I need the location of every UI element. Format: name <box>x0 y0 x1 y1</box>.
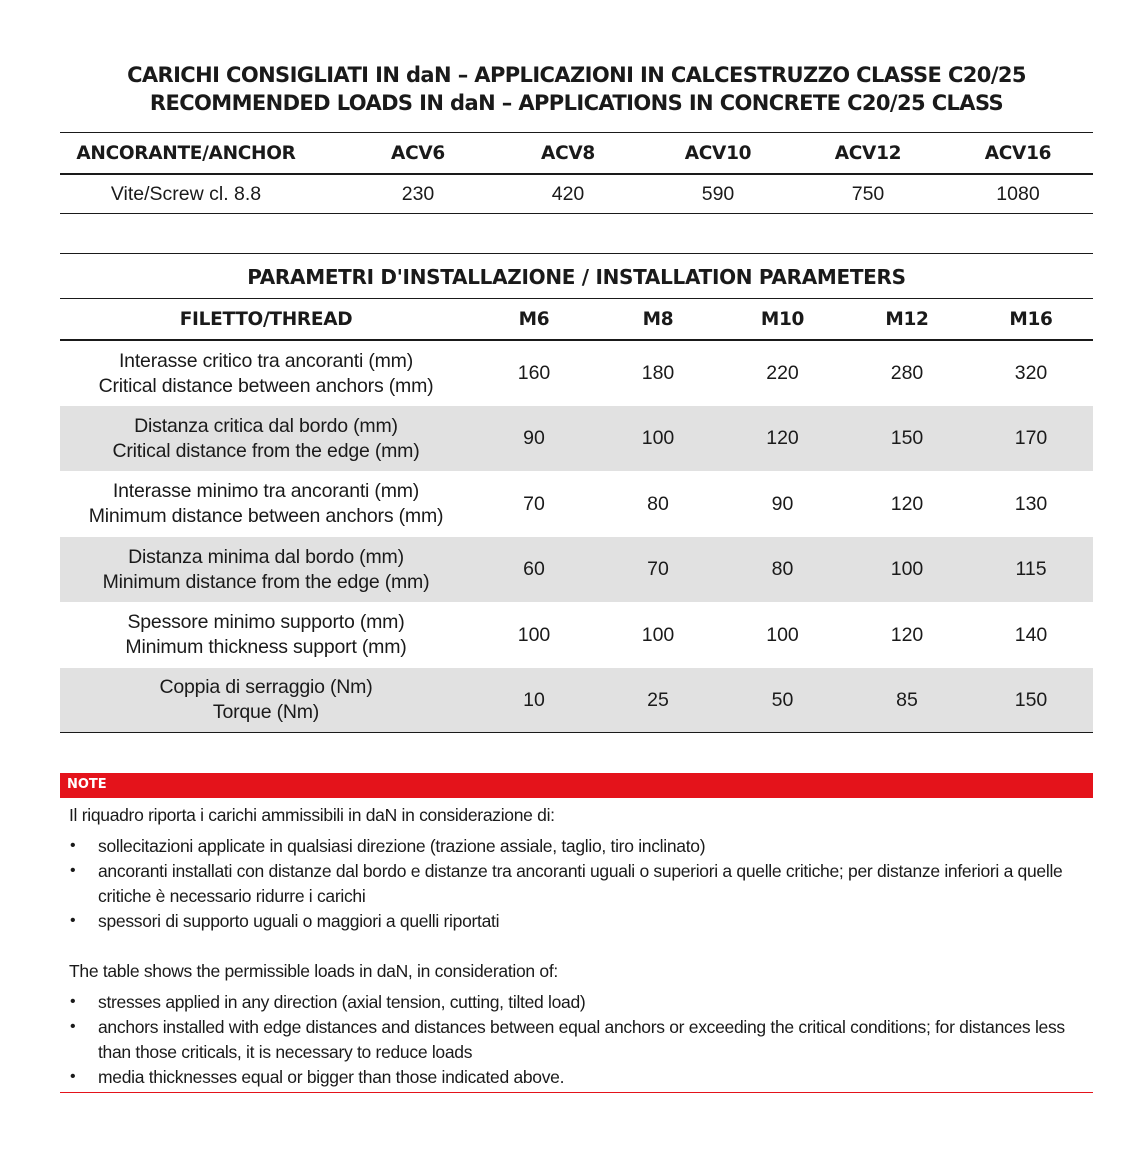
params-value: 25 <box>647 688 669 711</box>
params-value: 80 <box>647 492 669 515</box>
bullet-icon: • <box>70 993 76 1010</box>
bullet-icon: • <box>70 1018 76 1035</box>
params-value: 100 <box>766 623 799 646</box>
note-label: NOTE <box>67 777 107 792</box>
loads-row-label: Vite/Screw cl. 8.8 <box>110 182 262 205</box>
loads-header-acv6: ACV6 <box>391 143 445 164</box>
params-value: 60 <box>523 558 545 580</box>
loads-value-acv6: 230 <box>401 182 435 205</box>
note-bullet-it: sollecitazioni applicate in qualsiasi direzione (trazione assiale, taglio, tiro inclinato) <box>98 836 706 856</box>
params-row-label-en: Critical distance between anchors (mm) <box>98 374 434 397</box>
params-row-label <box>60 602 472 668</box>
params-value: 10 <box>523 688 545 711</box>
params-row-label-it: Distanza critica dal bordo (mm) <box>134 414 398 437</box>
bullet-icon: • <box>70 1068 76 1085</box>
table-rule <box>60 298 1093 299</box>
bullet-icon: • <box>70 837 76 854</box>
params-table-title: PARAMETRI D'INSTALLAZIONE / INSTALLATION PARAMETERS <box>247 265 906 289</box>
params-header-thread: FILETTO/THREAD <box>179 309 353 330</box>
params-row-label <box>60 471 472 537</box>
params-value: 115 <box>1015 558 1047 580</box>
params-header-m8: M8 <box>642 309 674 330</box>
params-value: 90 <box>523 427 545 449</box>
params-value: 120 <box>890 623 924 646</box>
params-row-label-en: Torque (Nm) <box>212 701 320 723</box>
loads-header-acv10: ACV10 <box>684 143 752 164</box>
params-row-label-en: Minimum distance from the edge (mm) <box>102 570 430 593</box>
title-english: RECOMMENDED LOADS IN daN – APPLICATIONS IN CONCRETE C20/25 CLASS <box>149 91 1004 115</box>
table-rule <box>60 253 1093 254</box>
note-intro-it: Il riquadro riporta i carichi ammissibili in daN in considerazione di: <box>69 805 555 825</box>
params-value: 70 <box>647 558 669 580</box>
params-row-label <box>60 406 472 471</box>
params-row-label-it: Distanza minima dal bordo (mm) <box>128 545 404 568</box>
table-rule <box>60 132 1093 133</box>
params-value: 100 <box>890 558 924 580</box>
params-row-label-en: Minimum thickness support (mm) <box>125 636 407 658</box>
params-row-label <box>60 668 472 732</box>
loads-value-acv8: 420 <box>551 182 585 205</box>
params-value: 90 <box>771 492 794 515</box>
params-value: 170 <box>1014 427 1048 449</box>
params-value: 140 <box>1014 623 1048 646</box>
loads-value-acv12: 750 <box>851 182 885 205</box>
params-value: 280 <box>890 362 924 384</box>
title-italian: CARICHI CONSIGLIATI IN daN – APPLICAZIONI IN CALCESTRUZZO CLASSE C20/25 <box>127 63 1026 87</box>
params-row-label <box>60 537 472 602</box>
loads-header-anchor: ANCORANTE/ANCHOR <box>76 143 296 164</box>
params-header-m16: M16 <box>1009 309 1053 330</box>
note-bullet-en: stresses applied in any direction (axial tension, cutting, tilted load) <box>98 992 586 1012</box>
params-row-label <box>60 341 472 406</box>
note-bullet-it: spessori di supporto uguali o maggiori a quelli riportati <box>98 911 500 931</box>
params-header-m6: M6 <box>518 309 550 330</box>
params-value: 70 <box>523 492 545 515</box>
loads-value-acv16: 1080 <box>996 182 1040 205</box>
params-value: 120 <box>766 427 799 449</box>
note-bullet-it: ancoranti installati con distanze dal bordo e distanze tra ancoranti uguali o superiori a quelle critiche; per distanze inferiori a quelle critiche è necessario ridurre i carichi <box>98 861 1063 906</box>
loads-header-acv8: ACV8 <box>541 143 595 164</box>
params-value: 85 <box>896 688 918 711</box>
loads-header-acv16: ACV16 <box>984 143 1052 164</box>
note-bullet-en: anchors installed with edge distances and distances between equal anchors or exceeding the critical conditions; for distances less than those criticals, it is necessary to reduce loads <box>98 1017 1065 1062</box>
params-row-label-it: Interasse critico tra ancoranti (mm) <box>118 349 414 372</box>
params-value: 80 <box>771 558 794 580</box>
loads-header-acv12: ACV12 <box>834 143 902 164</box>
bullet-icon: • <box>70 862 76 879</box>
params-value: 100 <box>641 427 675 449</box>
params-row-label-en: Critical distance from the edge (mm) <box>112 439 420 462</box>
params-row-label-it: Coppia di serraggio (Nm) <box>159 676 373 698</box>
params-value: 120 <box>890 492 924 515</box>
params-value: 100 <box>517 623 551 646</box>
params-header-m10: M10 <box>760 309 805 330</box>
params-value: 100 <box>641 623 675 646</box>
params-value: 220 <box>766 362 799 384</box>
params-row-label-en: Minimum distance between anchors (mm) <box>88 505 444 527</box>
params-value: 50 <box>771 688 794 711</box>
loads-value-acv10: 590 <box>701 182 735 205</box>
params-value: 320 <box>1014 362 1048 384</box>
params-row-label-it: Spessore minimo supporto (mm) <box>127 611 405 633</box>
params-value: 150 <box>1014 688 1048 711</box>
bottom-divider <box>60 1092 1093 1093</box>
params-value: 160 <box>517 362 551 384</box>
note-intro-en: The table shows the permissible loads in daN, in consideration of: <box>69 961 558 981</box>
bullet-icon: • <box>70 912 76 929</box>
params-value: 130 <box>1014 492 1048 515</box>
params-row-label-it: Interasse minimo tra ancoranti (mm) <box>112 480 420 502</box>
table-rule <box>60 732 1093 733</box>
params-header-m12: M12 <box>885 309 929 330</box>
note-bullet-en: media thicknesses equal or bigger than those indicated above. <box>98 1067 565 1087</box>
table-rule <box>60 213 1093 214</box>
params-value: 150 <box>890 427 924 449</box>
params-value: 180 <box>641 362 675 384</box>
note-header-bar <box>60 773 1093 798</box>
